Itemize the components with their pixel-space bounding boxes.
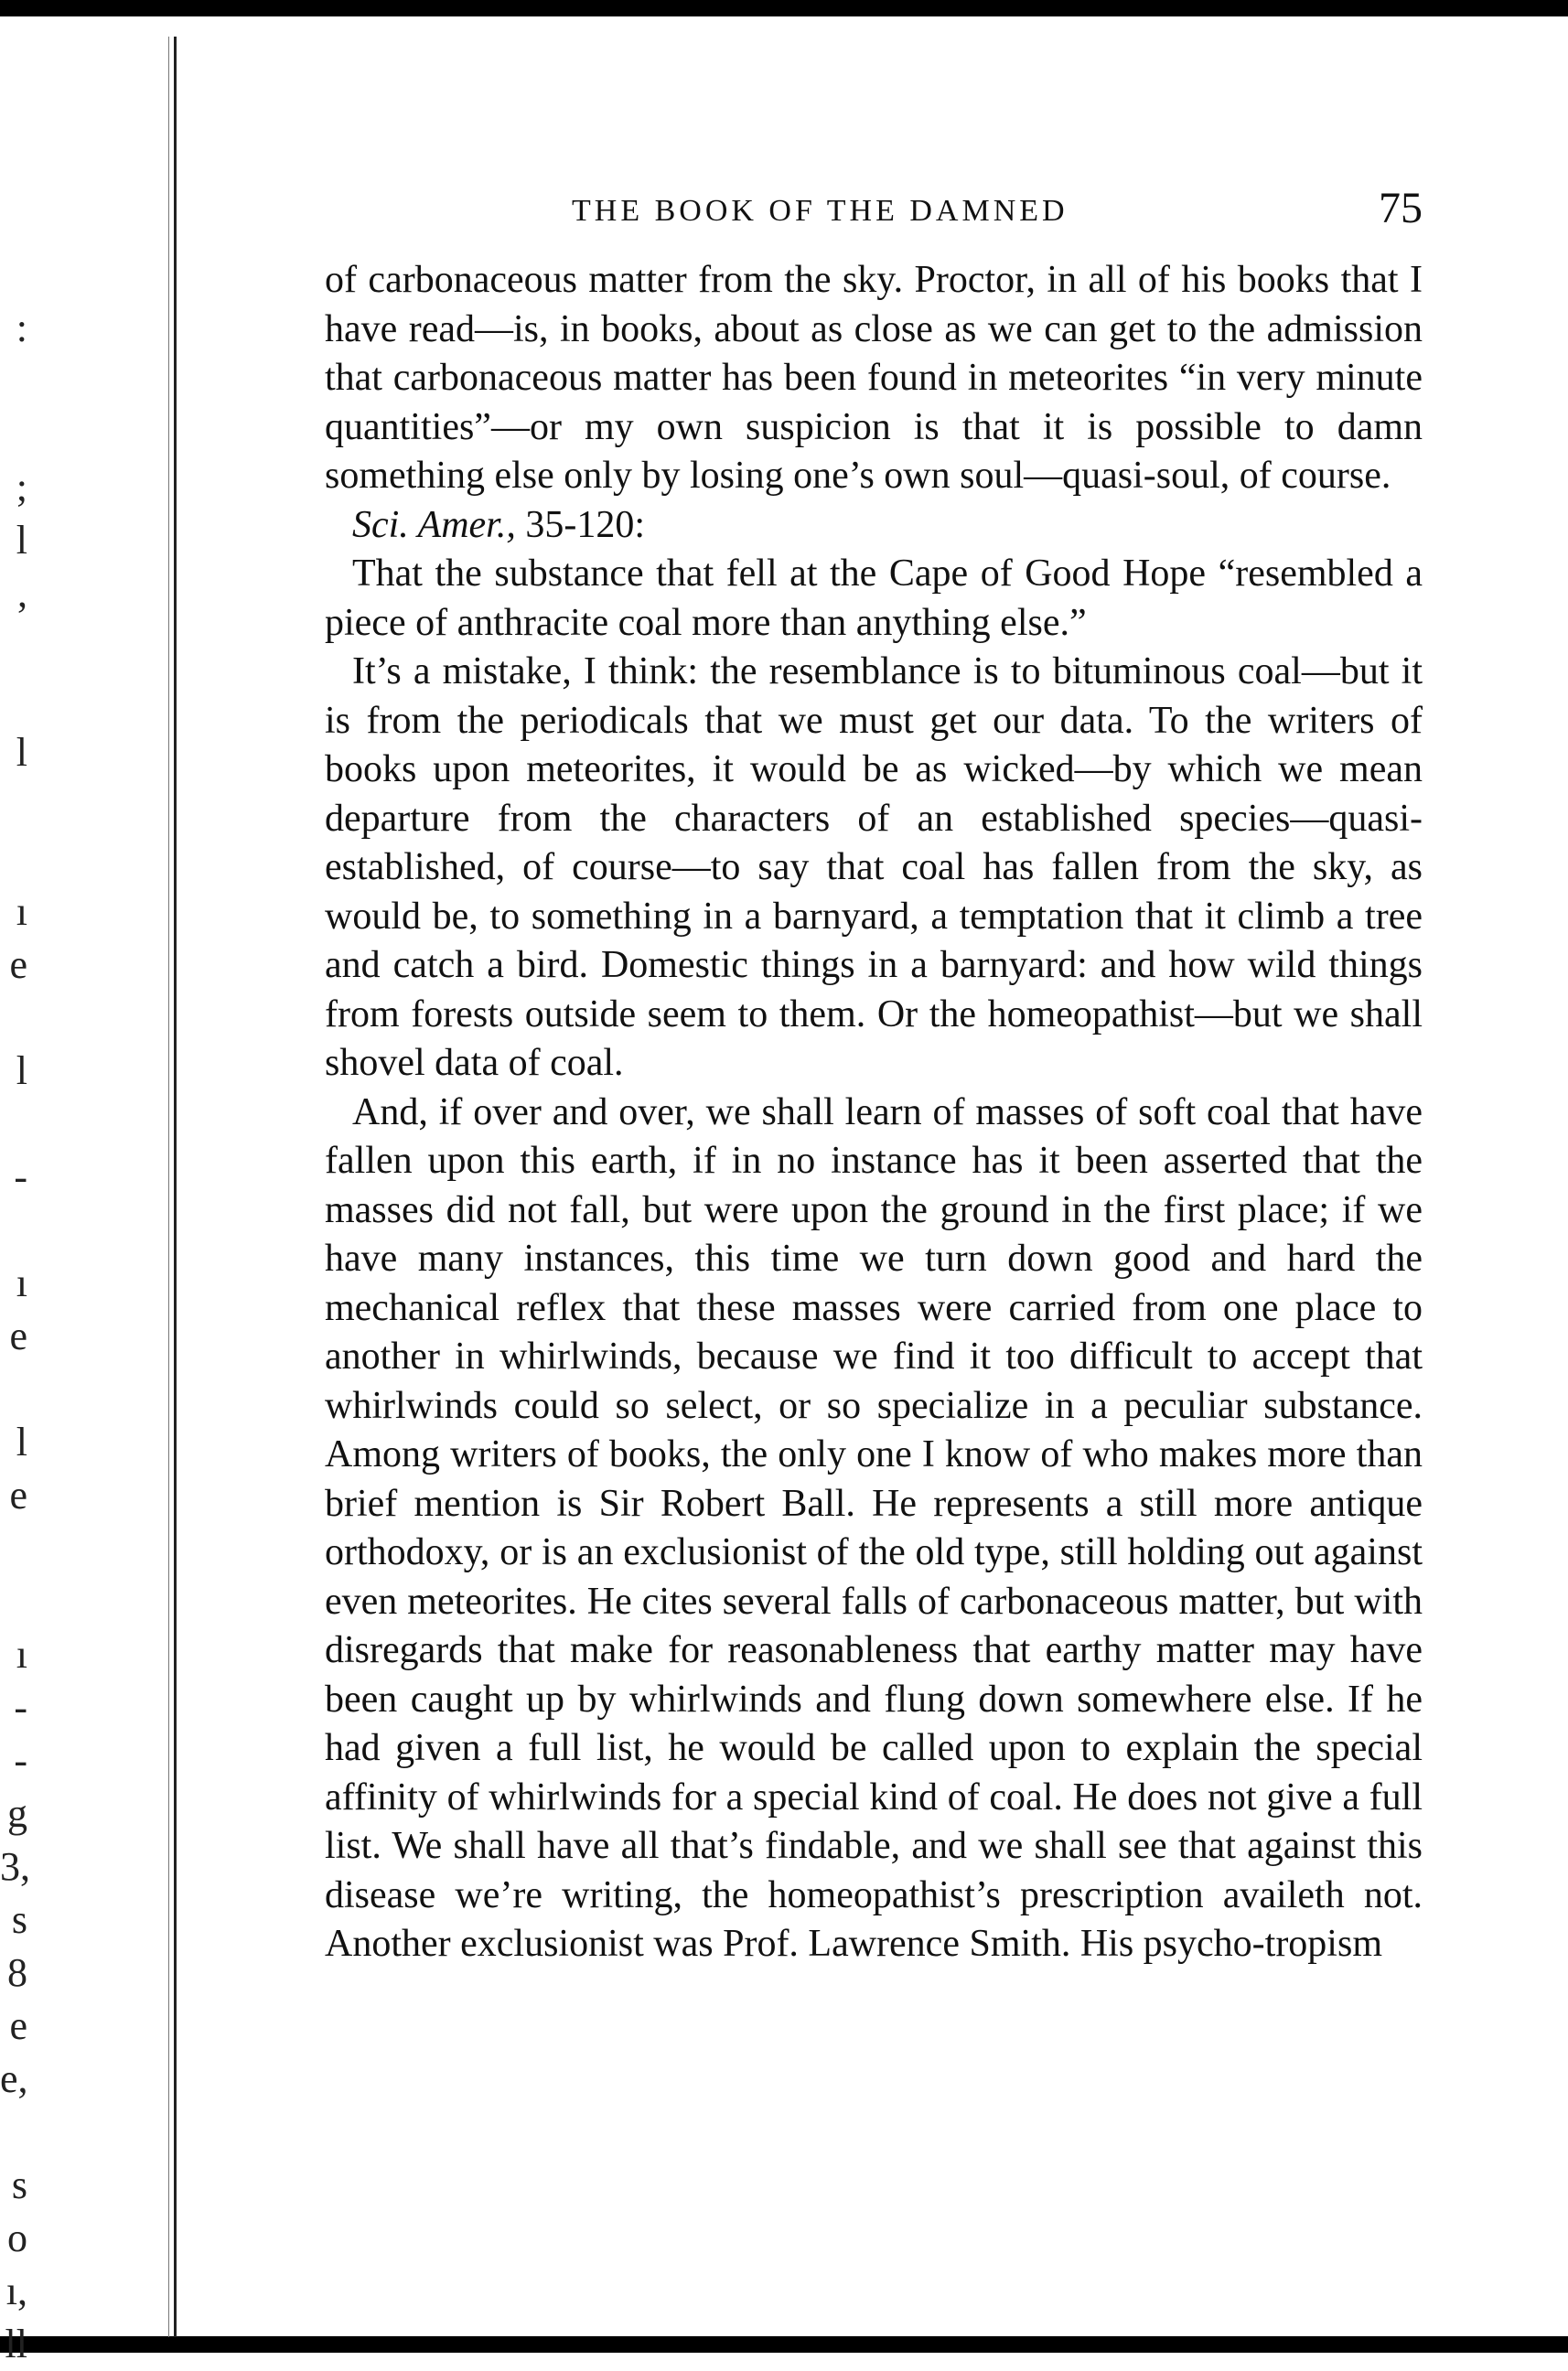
- facing-page-fragment: l: [16, 1420, 27, 1464]
- facing-page-fragment: [0, 1522, 27, 1575]
- facing-page-fragment: e: [9, 1473, 27, 1518]
- facing-page-fragment: [0, 1575, 27, 1628]
- facing-page-fragment: ı: [16, 889, 27, 934]
- facing-page-fragment: 8: [7, 1950, 27, 1995]
- facing-page-fragment: [0, 355, 27, 408]
- citation: [325, 501, 1423, 551]
- facing-page-fragment: s: [11, 1897, 27, 1942]
- facing-page-fragment: l: [16, 1048, 27, 1093]
- facing-page-fragment: g: [7, 1791, 27, 1836]
- citation-source: Sci. Amer.,: [352, 503, 516, 546]
- facing-page-fragment: o: [7, 2215, 27, 2260]
- facing-page-fragment: [0, 2106, 27, 2159]
- facing-page-fragment: l: [16, 518, 27, 563]
- paragraph-quote: That the substance that fell at the Cape of Good Hope “resembled a piece of anthracite coal more than anything else.”: [325, 553, 1423, 644]
- facing-page-fragment: e,: [0, 2056, 28, 2101]
- paragraph-continuation: of carbonaceous matter from the sky. Proctor, in all of his books that I have read—is, in books, about as close as we can get to the admission that carbonaceous matter has been found in meteorites “in very minute quantities”—or my own suspicion is that it is possible to damn something else only by losing one’s own soul—quasi-soul, of course.: [325, 259, 1423, 497]
- citation-reference: 35-120:: [525, 503, 646, 546]
- paragraph-soft-coal: And, if over and over, we shall learn of masses of soft coal that have fallen upon this earth, if in no instance has it been asserted that the masses did not fall, but were upon the ground in the first place; if we have many instances, this time we turn down good and hard the mechanical reflex that these masses were carried from one place to another in whirlwinds, because we find it too difficult to accept that whirlwinds could so select, or so specialize in a peculiar substance. Among writers of books, the only one I know of who makes more than brief mention is Sir Robert Ball. He represents a still more antique orthodoxy, or is an exclusionist of the old type, still holding out against even meteorites. He cites several falls of carbonaceous matter, but with disregards that make for reasonableness that earthy matter may have been caught up by whirlwinds and flung down somewhere else. If he had given a full list, he would be called upon to explain the special affinity of whirlwinds for a special kind of coal. He does not give a full list. We shall have all that’s findable, and we shall see that against this disease we’re writing, the homeopathist’s prescription availeth not. Another exclusionist was Prof. Lawrence Smith. His psycho-tropism: [325, 1090, 1423, 1965]
- facing-page-fragment: [0, 779, 27, 832]
- paragraph-resemblance: It’s a mistake, I think: the resemblance is to bituminous coal—but it is from the periodicals that we must get our data. To the writers of books upon meteorites, it would be as wicked—by which we mean departure from the characters of an established species—quasi-established, of course—to say that coal has fallen from the sky, as would be, to something in a barnyard, a temptation that it climb a tree and catch a bird. Domestic things in a barnyard: and how wild things from forests outside seem to them. Or the homeopathist—but we shall shovel data of coal.: [325, 650, 1423, 1084]
- facing-page-fragment: ı,: [5, 2269, 27, 2313]
- facing-page-fragment: -: [14, 1738, 27, 1783]
- facing-page-fragments: [0, 302, 30, 2371]
- facing-page-fragment: [0, 408, 27, 461]
- facing-page-fragment: -: [14, 1685, 27, 1730]
- facing-page-fragment: e: [9, 1314, 27, 1358]
- running-title: THE BOOK OF THE DAMNED: [572, 194, 1069, 228]
- scan-border-bottom: [0, 2336, 1568, 2353]
- facing-page-fragment: e: [9, 2003, 27, 2048]
- facing-page-fragment: ı: [16, 1261, 27, 1305]
- facing-page-fragment: [0, 832, 27, 885]
- facing-page-fragment: :: [16, 306, 27, 350]
- facing-page-fragment: [0, 992, 27, 1045]
- facing-page-fragment: -: [14, 1154, 27, 1199]
- facing-page-fragment: ,: [17, 571, 27, 616]
- facing-page-fragment: [0, 620, 27, 673]
- facing-page-fragment: l: [16, 730, 27, 775]
- scan-border-top: [0, 0, 1568, 16]
- page-header: [325, 183, 1423, 247]
- facing-page-fragment: [0, 1204, 27, 1257]
- gutter-shadow: [168, 37, 169, 2337]
- facing-page-fragment: ı: [16, 1632, 27, 1677]
- body-text: [325, 256, 1423, 1969]
- facing-page-fragment: s: [11, 2162, 27, 2207]
- facing-page-fragment: 3,: [0, 1844, 30, 1889]
- facing-page-fragment: [0, 673, 27, 726]
- facing-page-fragment: [0, 1098, 27, 1151]
- facing-page-fragment: ;: [16, 465, 27, 510]
- facing-page-fragment: ll: [5, 2322, 27, 2366]
- book-gutter: [174, 37, 177, 2337]
- page-number: 75: [1379, 184, 1423, 232]
- facing-page-fragment: [0, 1363, 27, 1416]
- facing-page-fragment: e: [9, 942, 27, 987]
